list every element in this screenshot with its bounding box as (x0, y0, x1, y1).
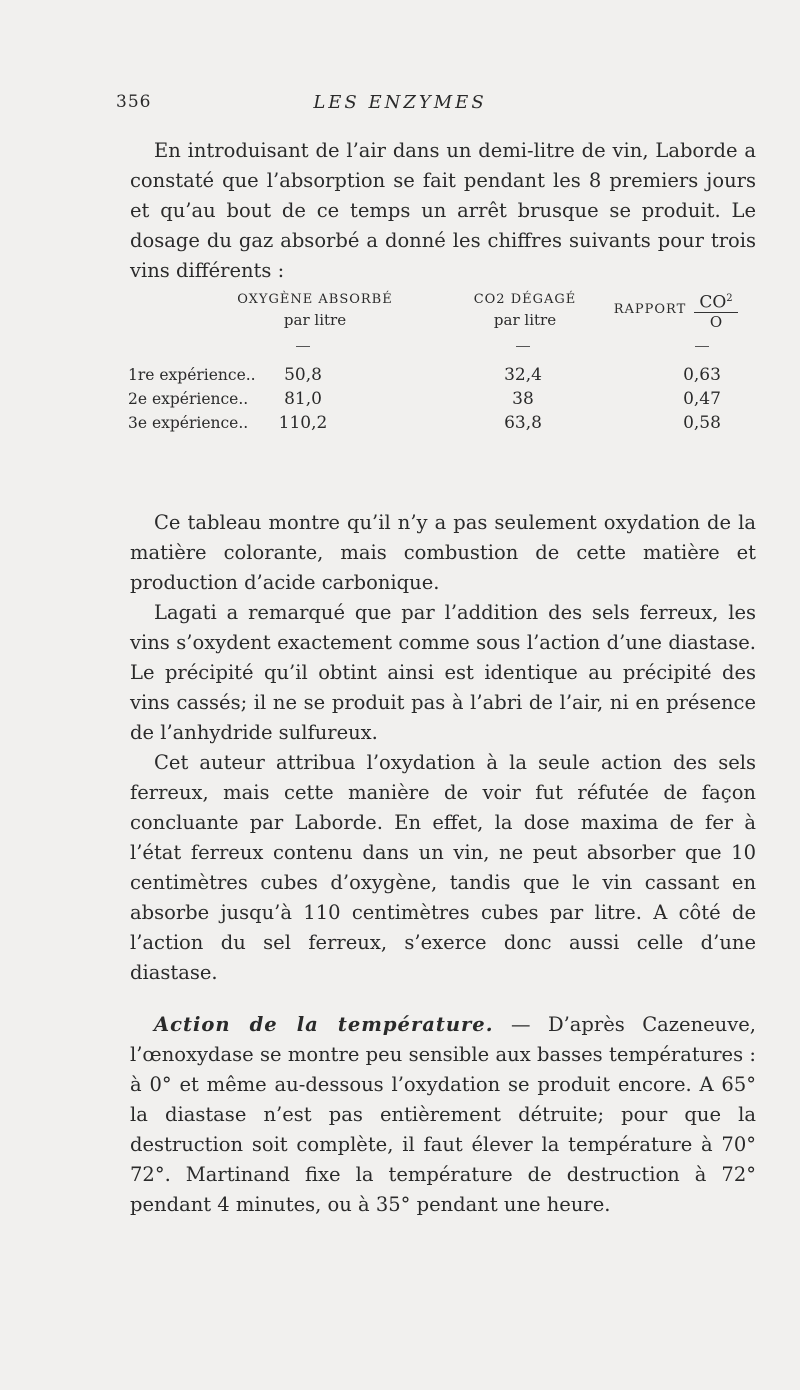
page-number: 356 (116, 92, 152, 112)
section-paragraph (130, 1010, 756, 1220)
paragraph-3: Cet auteur attribua l’oxydation à la seule action des sels ferreux, mais cette manière de voir fut réfutée de façon concluante par Laborde. En effet, la dose maxima de fer à l’état ferreux contenu dans un vin, ne peut absorber que 10 centimètres cubes d’oxygène, tandis que le vin cassant en absorbe jusqu’à 110 centimètres cubes par litre. A côté de l’action du sel ferreux, s’exerce donc aussi celle d’une diastase. (130, 751, 756, 984)
col-header-oxygen (230, 290, 400, 330)
paragraph-2: Lagati a remarqué que par l’addition des sels ferreux, les vins s’oxydent exactement comme sous l’action d’une diastase. Le précipité qu’il obtint ainsi est identique au précipité des vins cassés; il ne se produit pas à l’abri de l’air, ni en présence de l’anhydride sulfureux. (130, 601, 756, 744)
cell-ratio-3: 0,58 (683, 413, 721, 433)
row-label-3: 3e expérience.. (128, 414, 249, 432)
cell-co2-3: 63,8 (504, 413, 542, 433)
section-text: — D’après Cazeneuve, l’œnoxydase se montre peu sensible aux basses températures : à 0° et même au-dessous l’oxydation se produit encore. A 65° la diastase n’est pas entièrement détruite; pour que la destruction soit complète, il faut élever la température à 70° 72°. Martinand fixe la température de destruction à 72° pendant 4 minutes, ou à 35° pendant une heure. (130, 1013, 756, 1216)
cell-oxygen-2: 81,0 (284, 389, 322, 409)
col-title-oxygen: OXYGÈNE ABSORBÉ (237, 292, 393, 307)
body-text (130, 508, 756, 988)
row-label-1: 1re expérience.. (128, 366, 256, 384)
col-subtitle-co2: par litre (493, 311, 557, 329)
section-temperature (130, 1010, 756, 1220)
section-heading: Action de la température. (154, 1013, 494, 1036)
dash-oxygen (296, 346, 310, 347)
dash-ratio (695, 346, 709, 347)
cell-ratio-2: 0,47 (683, 389, 721, 409)
running-title: LES ENZYMES (313, 92, 487, 113)
col-header-co2 (450, 290, 600, 330)
ratio-fraction (694, 290, 738, 331)
ratio-denominator: O (709, 312, 723, 331)
ratio-numerator: $CO^2$ (694, 290, 738, 313)
intro-paragraph: En introduisant de l’air dans un demi-litre de vin, Laborde a constaté que l’absorption se fait pendant les 8 premiers jours et qu’au bout de ce temps un arrêt brusque se produit. Le dosage du gaz absorbé a donné les chiffres suivants pour trois vins différents : (130, 139, 756, 282)
intro-paragraph-block (130, 136, 756, 286)
dash-co2 (516, 346, 530, 347)
col-title-ratio: RAPPORT (613, 302, 687, 317)
paragraph-1: Ce tableau montre qu’il n’y a pas seulement oxydation de la matière colorante, mais combustion de cette matière et production d’acide carbonique. (130, 511, 756, 594)
cell-co2-1: 32,4 (504, 365, 542, 385)
row-label-2: 2e expérience.. (128, 390, 249, 408)
col-title-co2: CO2 DÉGAGÉ (473, 292, 577, 307)
results-table (0, 290, 800, 490)
cell-ratio-1: 0,63 (683, 365, 721, 385)
cell-oxygen-1: 50,8 (284, 365, 322, 385)
cell-co2-2: 38 (512, 389, 534, 409)
cell-oxygen-3: 110,2 (278, 413, 328, 433)
page-header (0, 92, 800, 122)
col-subtitle-oxygen: par litre (283, 311, 347, 329)
